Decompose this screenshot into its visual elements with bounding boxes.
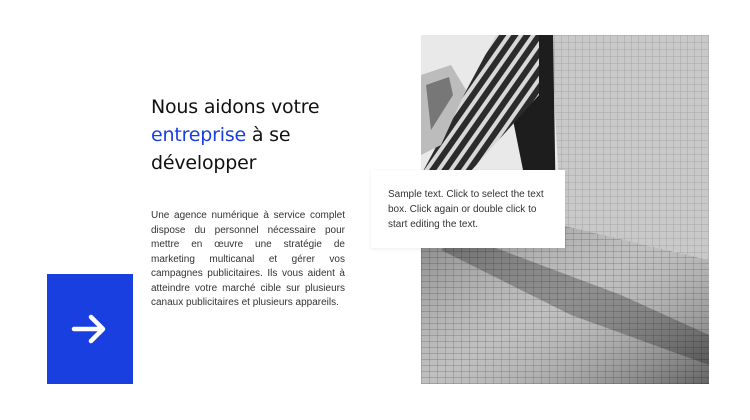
heading-line-1: Nous aidons votre <box>151 96 320 118</box>
arrow-right-icon <box>70 312 110 346</box>
heading-accent-word: entreprise <box>151 124 247 146</box>
description-paragraph: Une agence numérique à service complet dispose du personnel nécessaire pour mettre en œuvre une stratégie de marketing multicanal et gérer vos campagnes publicitaires. Ils vous aident à atteindre votre marché cible sur plusieurs canaux publicitaires et plusieurs appareils. <box>151 210 345 308</box>
sample-text[interactable]: Sample text. Click to select the text box. Click again or double click to start editing the text. <box>388 189 544 230</box>
heading-line-3: développer <box>151 152 257 174</box>
heading-line-2-rest: à se <box>246 124 291 146</box>
next-arrow-button[interactable] <box>47 274 133 384</box>
sample-text-box[interactable] <box>371 170 565 248</box>
page-title <box>151 93 381 177</box>
